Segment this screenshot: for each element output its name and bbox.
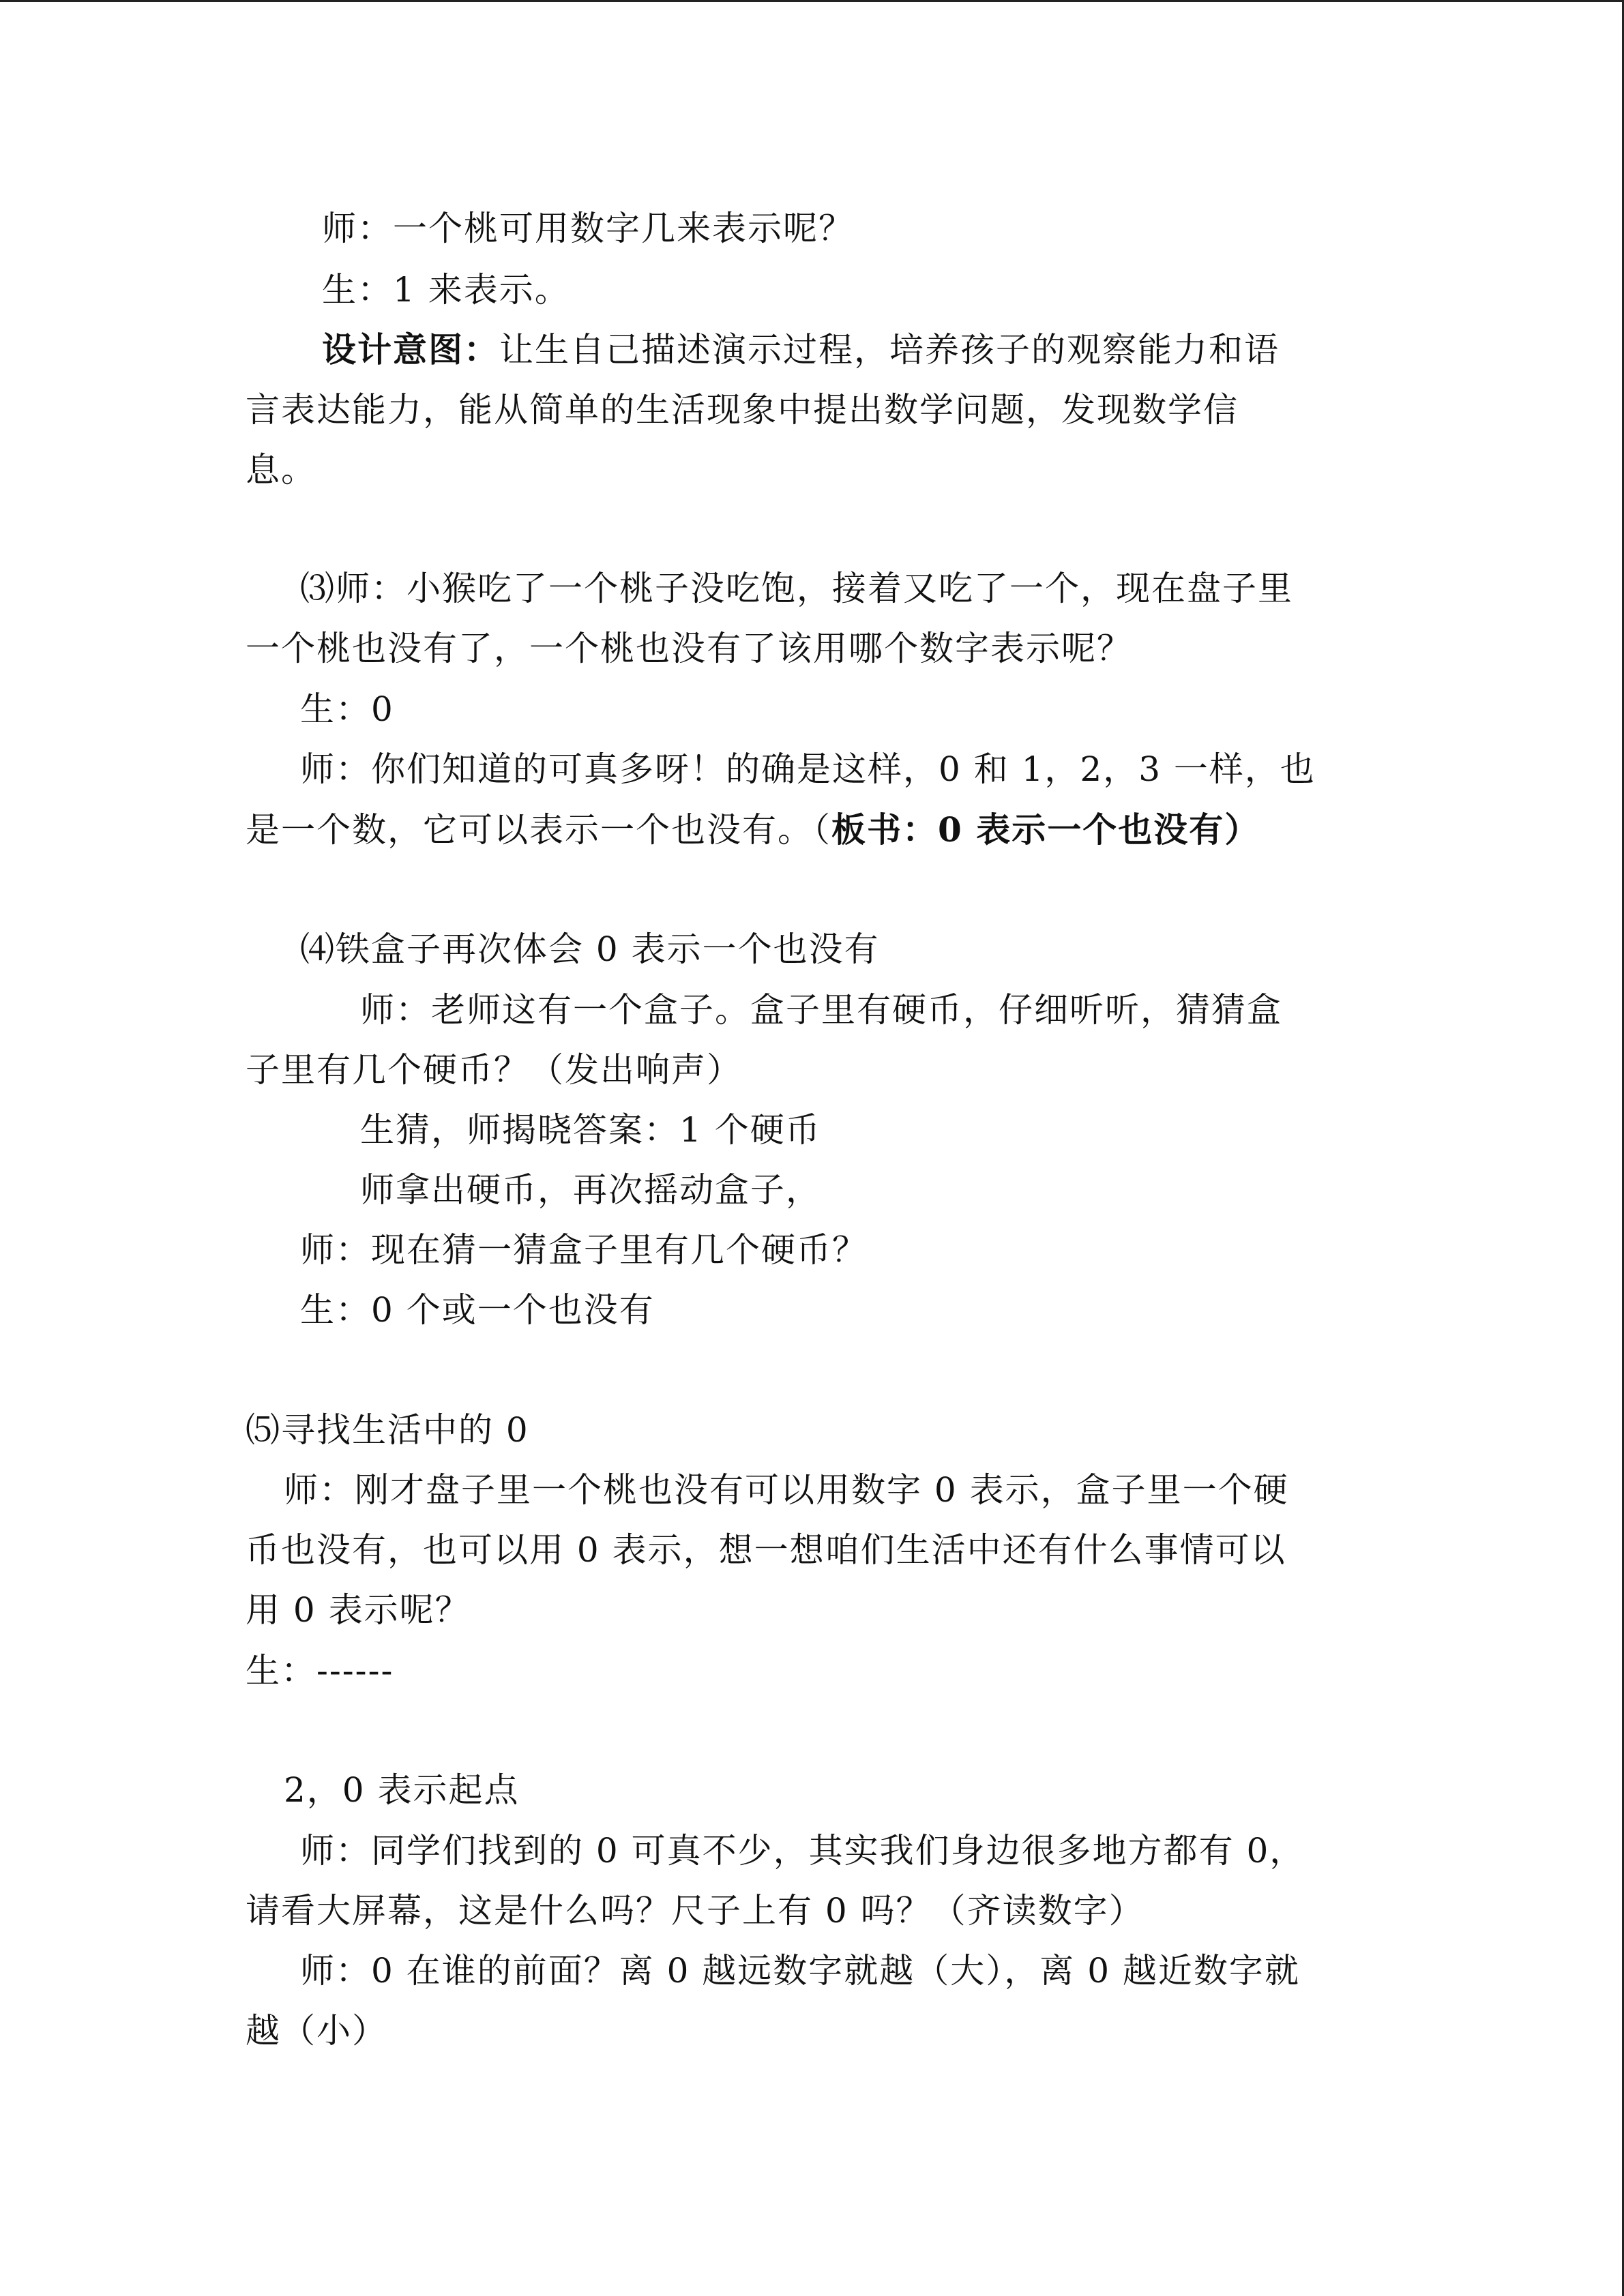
design-intent-line	[322, 329, 1280, 370]
design-intent-text: 让生自己描述演示过程，培养孩子的观察能力和语	[499, 330, 1280, 370]
text-line: 生：0 个或一个也没有	[300, 1290, 655, 1330]
text-line: 用 0 表示呢？	[246, 1590, 471, 1630]
section-heading: ⑸寻找生活中的 0	[246, 1410, 529, 1450]
text-line: 生：------	[246, 1651, 394, 1690]
design-intent-label: 设计意图：	[322, 329, 499, 370]
text-line: 息。	[246, 450, 316, 490]
text-line: 师：刚才盘子里一个桃也没有可以用数字 0 表示，盒子里一个硬	[284, 1470, 1289, 1510]
text-line: 越（小）	[246, 2011, 387, 2051]
text-line: 子里有几个硬币？（发出响声）	[246, 1050, 742, 1090]
text-line: 请看大屏幕，这是什么吗？尺子上有 0 吗？（齐读数字）	[246, 1891, 1145, 1930]
board-note-line	[246, 809, 1260, 850]
page-border-top	[0, 0, 1624, 2]
text-line: 师：一个桃可用数字几来表示呢？	[322, 209, 854, 248]
section-heading: ⑷铁盒子再次体会 0 表示一个也没有	[300, 929, 880, 969]
text-line: 一个桃也没有了，一个桃也没有了该用哪个数字表示呢？	[246, 629, 1132, 668]
text-line: 言表达能力，能从简单的生活现象中提出数学问题，发现数学信	[246, 390, 1239, 430]
text-line: 师：0 在谁的前面？离 0 越远数字就越（大），离 0 越近数字就	[300, 1951, 1300, 1991]
text-line: 币也没有，也可以用 0 表示，想一想咱们生活中还有什么事情可以	[246, 1530, 1286, 1570]
text-line: 生：0	[300, 689, 394, 729]
text-line: 师：同学们找到的 0 可真不少，其实我们身边很多地方都有 0，	[300, 1831, 1305, 1870]
text-line: 师拿出硬币，再次摇动盒子，	[360, 1170, 821, 1210]
board-note-bold: 板书：0 表示一个也没有）	[831, 809, 1260, 850]
text-line: 师：现在猜一猜盒子里有几个硬币？	[300, 1230, 868, 1270]
text-line: ⑶师：小猴吃了一个桃子没吃饱，接着又吃了一个，现在盘子里	[300, 569, 1293, 608]
text-line: 师：你们知道的可真多呀！的确是这样，0 和 1，2，3 一样，也	[300, 749, 1316, 789]
text-line: 生猜，师揭晓答案：1 个硬币	[360, 1110, 821, 1150]
text-line: 师：老师这有一个盒子。盒子里有硬币，仔细听听，猜猜盒	[360, 990, 1282, 1030]
section-heading: 2，0 表示起点	[284, 1770, 520, 1810]
text-line: 生：1 来表示。	[322, 270, 570, 310]
board-note-text: 是一个数，它可以表示一个也没有。（	[246, 810, 831, 850]
